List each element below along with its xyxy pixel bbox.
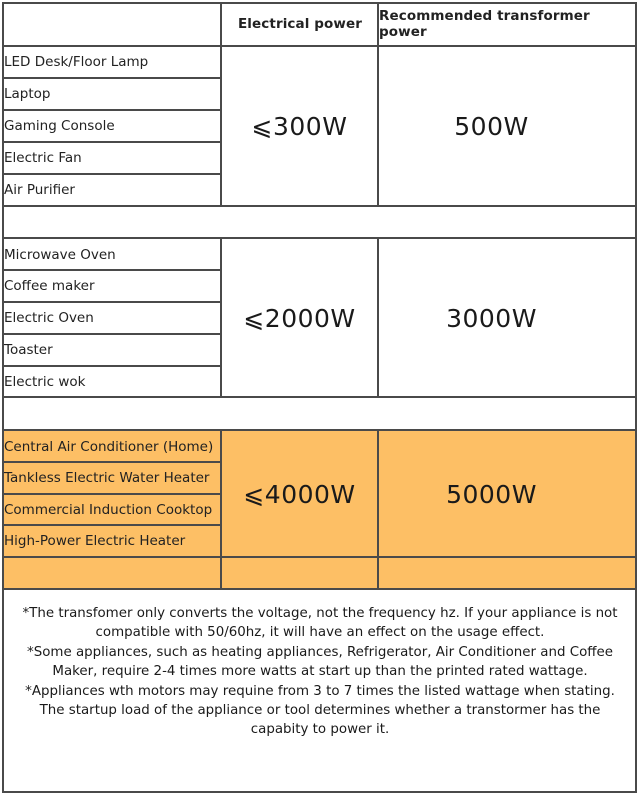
appliance-cell: Toaster [4,342,53,358]
footnote: *Some appliances, such as heating appliances, Refrigerator, Air Conditioner and Coffee Maker, require 2-4 times more watts at start up than the printed rated wattage. [27,644,613,680]
electrical-power-value: ⩽4000W [243,479,356,509]
transformer-power-value: 500W [454,111,529,141]
appliance-cell: Tankless Electric Water Heater [4,470,210,486]
appliance-cell: High-Power Electric Heater [4,533,186,549]
appliance-cell: Electric Fan [4,150,82,166]
appliance-cell: Electric Oven [4,310,94,326]
appliance-cell: Air Purifier [4,182,75,198]
footnote: *The transfomer only converts the voltage, not the frequency hz. If your appliance is not compatible with 50/60hz, it will have an effect on the usage effect. [22,606,618,641]
transformer-power-value: 3000W [446,303,537,333]
header-electrical-power: Electrical power [237,16,362,32]
appliance-cell: Commercial Induction Cooktop [4,502,213,518]
header-recommended-transformer-power: Recommended transformer power [379,8,590,40]
appliance-cell: Central Air Conditioner (Home) [4,439,214,455]
group-divider [2,205,637,207]
footnotes [12,604,628,740]
appliance-cell: Laptop [4,86,51,102]
electrical-power-value: ⩽300W [251,111,348,141]
appliance-cell: Microwave Oven [4,247,116,263]
transformer-power-value: 5000W [446,479,537,509]
appliance-cell: Gaming Console [4,118,115,134]
appliance-cell: Electric wok [4,374,86,390]
appliance-cell: Coffee maker [4,278,95,294]
electrical-power-value: ⩽2000W [243,303,356,333]
footnote: *Appliances wth motors may requine from 3 to 7 times the listed wattage when stating. The startup load of the appliance or tool determines whether a transtormer has the capabity to power it. [25,683,615,738]
appliance-cell: LED Desk/Floor Lamp [4,54,149,70]
table-bottom-divider [2,588,637,590]
